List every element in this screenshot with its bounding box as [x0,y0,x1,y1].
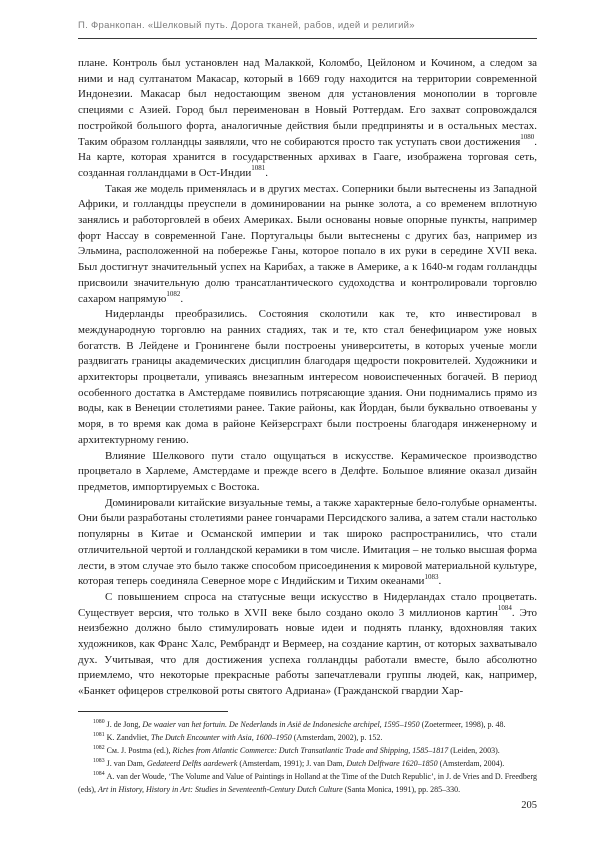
page-header [78,20,537,39]
italic-text-run: Art in History, History in Art: Studies in Seventeenth-Century Dutch Culture [98,784,343,794]
text-run: . [265,166,268,179]
text-run: (Leiden, 2003). [448,745,500,755]
running-header-title: П. Франкопан. «Шелковый путь. Дорога тканей, рабов, идей и религий» [78,20,415,31]
footnote [78,744,537,757]
footnote-number: 1084 [93,770,105,777]
body-paragraph [78,56,537,182]
text-run: плане. Контроль был установлен над Малаккой, Коломбо, Цейлоном и Кочином, а следом за ними и над султанатом Макасар, который в 1669 году находится на территории современной Индонезии. Макасар был недостающим звеном для установления монополии в торговле специями с Азией. Город был переименован в Новый Роттердам. Его захват сопровождался постройкой большого форта, аналогичные действия были предприняты и в остальных местах. Таким образом голландцы заявляли, что не собираются просто так уступать свои достижения [78,57,537,148]
body-paragraph [78,307,537,448]
text-run: J. de Jong, [106,719,143,729]
text-run: A. van der Woude, ‘The Volume and Value of Paintings in Holland at the Time of the Dutch Republic’, in J. de Vries and D. Freedberg (eds), [78,771,537,794]
footnote [78,757,537,770]
page-number: 205 [521,799,537,811]
page-body-text [78,56,537,700]
text-run: . [438,575,442,588]
header-rule [78,38,537,39]
text-run: . [180,292,184,305]
text-run: (Santa Monica, 1991), pp. 285–330. [342,784,461,794]
footnote [78,770,537,796]
text-run: (Amsterdam, 2004). [437,758,505,768]
footnote [78,731,537,744]
footnote-reference: 1082 [166,289,181,298]
text-run: J. van Dam, [106,758,147,768]
text-run: См. J. Postma (ed.), [106,745,173,755]
text-run: . Это неизбежно должно было стимулировать новые идеи и поднять планку, вдохновляя таких художников, как Франс Халс, Рембрандт и Вермеер, на создание картин, от которых захватывало дух. Учитывая, что для достижения успеха голландцы работали вместе, было абсолютно приемлемо, что некоторые прекрасные работы запечатлевали группы людей, как, например, «Банкет офицеров стрелковой роты святого Адриана» (Гражданской гвардии Хар- [78,606,537,698]
footnotes-section [78,718,537,796]
footnote-number: 1081 [93,731,105,738]
footnote-reference: 1084 [497,603,512,612]
text-run: Влияние Шелкового пути стало ощущаться в искусстве. Керамическое производство процветало в Харлеме, Амстердаме и прежде всего в Делфте. Большое влияние оказал дизайн предметов, импортируемых с Востока. [78,449,537,493]
text-run: Нидерланды преобразились. Состояния сколотили как те, кто инвестировал в международную торговлю на ранних стадиях, так и те, кто стал бенефициаром уже новых богатств. В Лейдене и Гронингене были построены университеты, в которых ученые могли раздвигать границы академических дисциплин благодаря щедрости покровителей. Художники и архитекторы процветали, упиваясь внезапным интересом новоиспеченных богачей. В период особенного достатка в Амстердаме появились потрясающие здания. Они поднимались прямо из воды, как в Венеции столетиями ранее. Такие районы, как Йордан, были буквально отвоеваны у моря, в то время как дома в районе Кейзерсграхт были построены благодаря инженерному и архитектурному гению. [78,308,537,446]
text-run: (Zoetermeer, 1998), p. 48. [419,719,506,729]
text-run: Доминировали китайские визуальные темы, а также характерные бело-голубые орнаменты. Они были разработаны столетиями ранее гончарами Персидского залива, а затем стали настолько популярны в Китае и Османской империи и так широко распространились, что стали отличительной чертой и голландской керамики в том числе. Имитация – не только высшая форма лести, в этом случае это было также способом присоединения к мировой материальной культуре, которая теперь соединяла Северное море с Индийским и Тихим океанами [78,496,537,588]
italic-text-run: Riches from Atlantic Commerce: Dutch Transatlantic Trade and Shipping, 1585–1817 [172,745,449,755]
text-run: . На карте, которая хранится в государственных архивах в Гааге, изображена торговая сеть, созданная голландцами в Ост-Индии [78,135,537,179]
footnote-separator [78,711,228,712]
text-run: (Amsterdam, 2002), p. 152. [291,732,383,742]
text-run: Такая же модель применялась и в других местах. Соперники были вытеснены из Западной Африки, и голландцы преуспели в доминировании на рынке золота, а со временем вплотную занялись и работорговлей в обеих Америках. Были основаны новые опорные пункты, например форт Нассау в современной Гане. Португальцы были вытеснены с других баз, например из Эльмина, расположенной на побережье Ганы, которое попало в их руки в середине XVII века. Был достигнут значительный успех на Карибах, а также в Америке, а к 1640-м годам голландцы присвоили значительную долю трансатлантического судоходства и контролировали торговлю сахаром напрямую [78,182,537,305]
body-paragraph [78,590,537,700]
footnote-reference: 1080 [520,132,535,141]
body-paragraph [78,496,537,590]
italic-text-run: Dutch Delftware 1620–1850 [346,758,438,768]
italic-text-run: The Dutch Encounter with Asia, 1600–1950 [151,732,292,742]
italic-text-run: De waaier van het fortuin. De Nederlands in Asië de Indonesiche archipel, 1595–1950 [142,719,420,729]
footnote-number: 1082 [93,744,105,751]
text-run: (Amsterdam, 1991); J. van Dam, [237,758,347,768]
body-paragraph [78,449,537,496]
body-paragraph [78,182,537,308]
footnote-number: 1080 [93,718,105,725]
footnote [78,718,537,731]
footnote-reference: 1081 [251,164,266,173]
footnote-reference: 1083 [424,572,439,581]
footnote-number: 1083 [93,757,105,764]
italic-text-run: Gedateerd Delfts aardewerk [146,758,238,768]
text-run: С повышением спроса на статусные вещи искусство в Нидерландах стало процветать. Существует версия, что только в XVII веке было создано около 3 миллионов картин [78,590,537,619]
text-run: K. Zandvliet, [106,732,152,742]
